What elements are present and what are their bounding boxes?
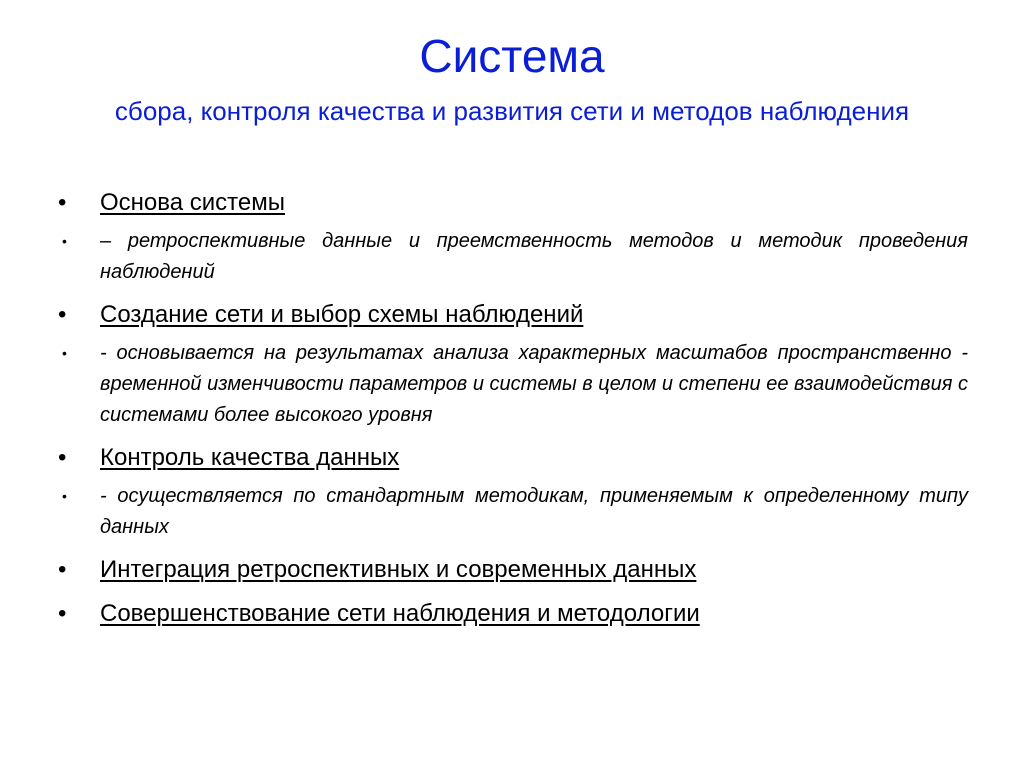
- list-item-heading: [58, 298, 968, 332]
- item-text: Основа системы: [100, 189, 285, 216]
- list-item-heading: [58, 597, 968, 631]
- bullet-icon: •: [58, 444, 67, 471]
- item-text: - основывается на результатах анализа характерных масштабов пространственно - временной изменчивости параметров и системы в целом и степени ее взаимодействия с системами более высокого уровня: [100, 342, 968, 426]
- bullet-icon: •: [62, 488, 67, 504]
- list-item-description: [58, 226, 968, 288]
- bullet-list: [58, 186, 968, 631]
- item-text: Совершенствование сети наблюдения и методологии: [100, 600, 700, 627]
- list-item-description: [58, 481, 968, 543]
- list-item-heading: [58, 441, 968, 475]
- bullet-icon: •: [62, 233, 67, 249]
- bullet-icon: •: [58, 301, 67, 328]
- bullet-icon: •: [58, 600, 67, 627]
- list-item-description: [58, 338, 968, 431]
- bullet-icon: •: [58, 189, 67, 216]
- item-text: Контроль качества данных: [100, 444, 400, 471]
- item-text: – ретроспективные данные и преемственность методов и методик проведения наблюдений: [100, 230, 968, 283]
- list-item-heading: [58, 553, 968, 587]
- item-text: - осуществляется по стандартным методикам, применяемым к определенному типу данных: [100, 485, 968, 538]
- bullet-icon: •: [58, 556, 67, 583]
- slide-subtitle: сбора, контроля качества и развития сети и методов наблюдения: [114, 96, 910, 126]
- list-item-heading: [58, 186, 968, 220]
- item-text: Создание сети и выбор схемы наблюдений: [100, 301, 584, 328]
- slide-title: Система: [419, 30, 605, 82]
- item-text: Интеграция ретроспективных и современных данных: [100, 556, 697, 583]
- bullet-icon: •: [62, 345, 67, 361]
